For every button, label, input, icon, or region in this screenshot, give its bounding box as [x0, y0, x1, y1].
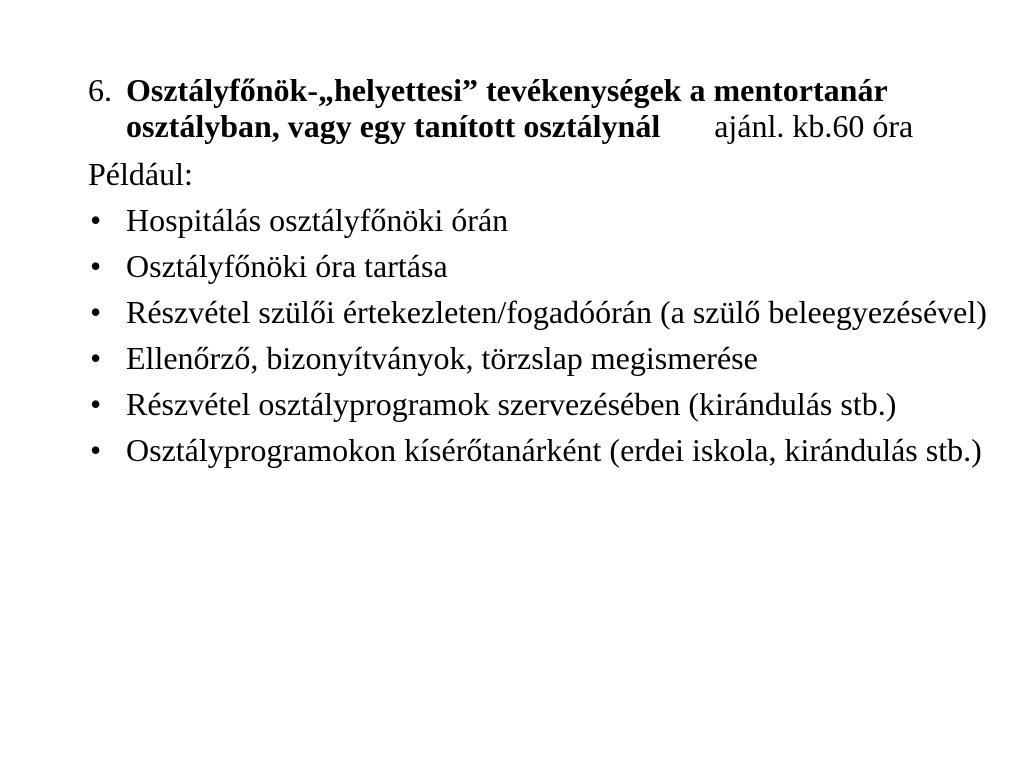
list-item-text: Osztályfőnöki óra tartása [126, 248, 448, 284]
list-item-text: Részvétel szülői értekezleten/fogadóórán (a szülő beleegyezésével) [126, 294, 987, 330]
list-item-text: Ellenőrző, bizonyítványok, törzslap megismerése [126, 340, 758, 376]
bullet-icon: • [90, 340, 102, 376]
bullet-icon: • [90, 202, 102, 238]
list-item [88, 386, 988, 422]
heading-number: 6. [88, 72, 112, 108]
bullet-icon: • [90, 294, 102, 330]
list-item [88, 248, 988, 284]
slide-content [88, 72, 988, 478]
list-item [88, 202, 988, 238]
list-item-text: Részvétel osztályprogramok szervezésében (kirándulás stb.) [126, 386, 897, 422]
list-item [88, 340, 988, 376]
list-item [88, 432, 988, 468]
activity-list [88, 202, 988, 468]
heading-hours-note: ajánl. kb.60 óra [714, 108, 914, 144]
bullet-icon: • [90, 386, 102, 422]
examples-intro: Például: [88, 156, 193, 192]
slide-heading [88, 72, 988, 144]
list-item-text: Osztályprogramokon kísérőtanárként (erdei iskola, kirándulás stb.) [126, 432, 982, 468]
heading-title: Osztályfőnök-„helyettesi” tevékenységek a mentortanár osztályban, vagy egy tanított osztálynál [126, 72, 888, 144]
bullet-icon: • [90, 432, 102, 468]
list-item [88, 294, 988, 330]
bullet-icon: • [90, 248, 102, 284]
list-item-text: Hospitálás osztályfőnöki órán [126, 202, 509, 238]
